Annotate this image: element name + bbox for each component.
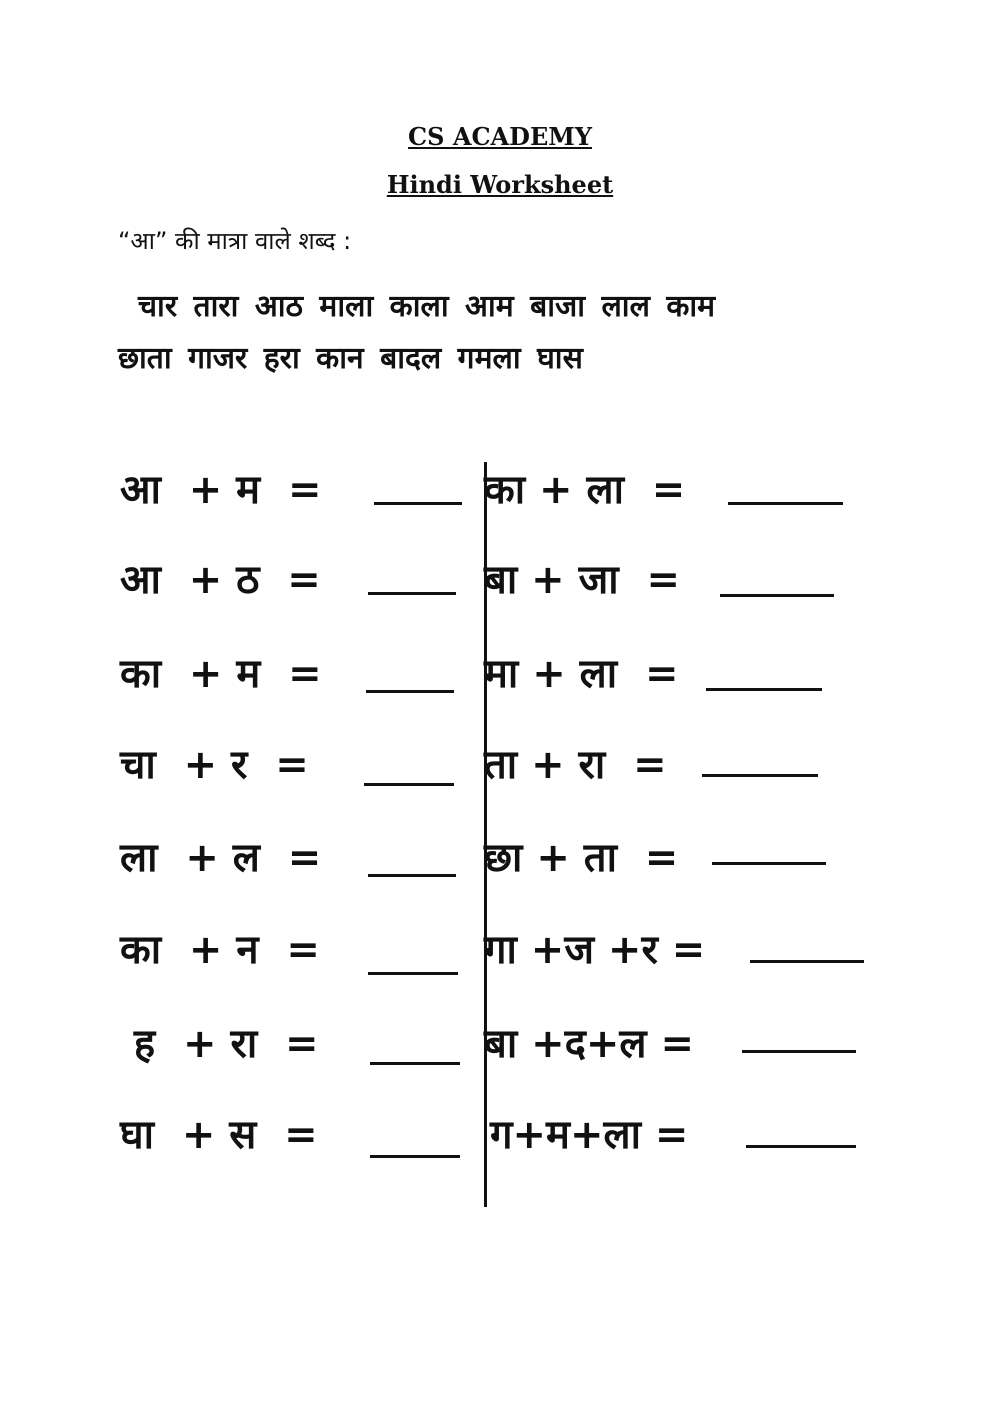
word-bank-row-2: छाता गाजर हरा कान बादल गमला घास [118,341,583,376]
left-equation-5: ला + ल = [120,835,322,881]
right-answer-blank-1[interactable] [728,502,843,505]
right-equation-3: मा + ला = [484,651,679,697]
right-equation-2: बा + जा = [484,557,680,603]
left-answer-blank-8[interactable] [370,1155,460,1158]
right-equation-5: छा + ता = [484,835,679,881]
left-answer-blank-7[interactable] [370,1062,460,1065]
right-equation-8: ग+म+ला = [490,1112,689,1158]
worksheet-subtitle: Hindi Worksheet [386,170,614,199]
left-equation-8: घा + स = [120,1112,318,1158]
right-answer-blank-6[interactable] [750,960,864,963]
left-answer-blank-3[interactable] [366,690,454,693]
word-bank-row-1: चार तारा आठ माला काला आम बाजा लाल काम [138,289,716,324]
right-answer-blank-5[interactable] [712,862,826,865]
left-answer-blank-1[interactable] [374,502,462,505]
left-equation-6: का + न = [120,927,320,973]
right-answer-blank-4[interactable] [702,774,818,777]
left-equation-7: ह + रा = [120,1021,319,1067]
left-equation-2: आ + ठ = [120,557,321,603]
left-answer-blank-2[interactable] [368,592,456,595]
right-equation-6: गा +ज +र = [484,927,706,973]
left-answer-blank-4[interactable] [364,783,454,786]
left-equation-4: चा + र = [120,742,309,788]
right-answer-blank-8[interactable] [746,1145,856,1148]
worksheet-title: CS ACADEMY [408,122,592,151]
right-answer-blank-2[interactable] [720,594,834,597]
left-equation-1: आ + म = [120,467,322,513]
right-answer-blank-3[interactable] [706,688,822,691]
left-answer-blank-5[interactable] [368,874,456,877]
left-equation-3: का + म = [120,651,322,697]
right-equation-4: ता + रा = [484,742,667,788]
word-bank-heading: “आ” की मात्रा वाले शब्द : [118,227,352,255]
right-answer-blank-7[interactable] [742,1050,856,1053]
right-equation-1: का + ला = [484,467,686,513]
right-equation-7: बा +द+ल = [484,1021,694,1067]
left-answer-blank-6[interactable] [368,972,458,975]
